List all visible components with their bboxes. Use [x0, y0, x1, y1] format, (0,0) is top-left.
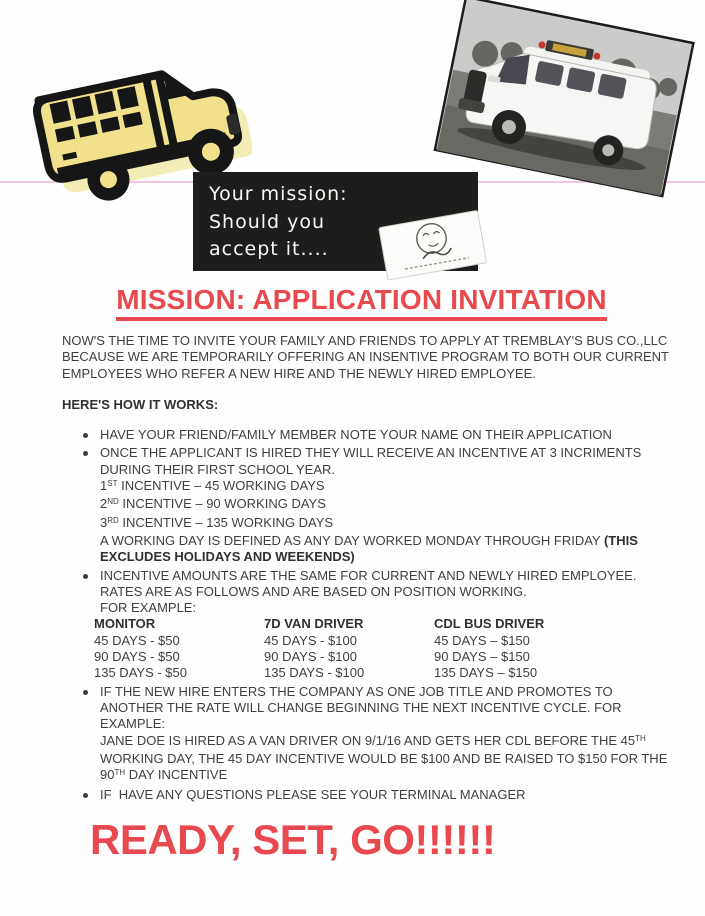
rate-cell: 135 DAYS - $100: [264, 665, 365, 681]
intro-line: NOW'S THE TIME TO INVITE YOUR FAMILY AND FRIENDS TO APPLY AT TREMBLAY'S BUS CO.,LLC: [62, 333, 668, 348]
bullet-line: INCENTIVE AMOUNTS ARE THE SAME FOR CURRENT AND NEWLY HIRED EMPLOYEE.: [100, 567, 637, 583]
mission-line: Should you: [209, 210, 326, 233]
intro-paragraph: [62, 333, 674, 382]
bullet-line: EXAMPLE:: [100, 716, 166, 732]
rate-column-van-driver: [264, 616, 434, 681]
bullet-line: FOR EXAMPLE:: [100, 600, 197, 616]
workday-definition-bold: EXCLUDES HOLIDAYS AND WEEKENDS): [100, 549, 355, 565]
bullet-line: IF THE NEW HIRE ENTERS THE COMPANY AS ONE JOB TITLE AND PROMOTES TO: [100, 683, 613, 699]
incentive-line: 3RD INCENTIVE – 135 WORKING DAYS: [100, 514, 334, 530]
rate-column-monitor: [94, 616, 264, 681]
intro-line: EMPLOYEES WHO REFER A NEW HIRE AND THE NEWLY HIRED EMPLOYEE.: [62, 365, 536, 381]
van-photo-image: [420, 0, 705, 200]
incentive-line: 1ST INCENTIVE – 45 WORKING DAYS: [100, 478, 325, 494]
list-item: [62, 787, 674, 803]
ready-set-go-text: READY, SET, GO!!!!!!: [90, 815, 496, 863]
example-line: WORKING DAY, THE 45 DAY INCENTIVE WOULD BE $100 AND BE RAISED TO $150 FOR THE: [100, 750, 668, 766]
bullet-line: ONCE THE APPLICANT IS HIRED THEY WILL RECEIVE AN INCENTIVE AT 3 INCRIMENTS: [100, 445, 642, 461]
bullet-line: ANOTHER THE RATE WILL CHANGE BEGINNING THE NEXT INCENTIVE CYCLE. FOR: [100, 699, 622, 715]
example-line: 90TH DAY INCENTIVE: [100, 767, 228, 783]
page-title: MISSION: APPLICATION INVITATION: [116, 284, 607, 321]
how-it-works-label: HERE'S HOW IT WORKS:: [62, 396, 219, 412]
column-header: MONITOR: [94, 616, 156, 632]
rate-cell: 90 DAYS – $150: [434, 649, 530, 665]
rate-cell: 45 DAYS - $50: [94, 632, 180, 648]
rate-table: [94, 616, 674, 681]
rate-column-cdl-driver: [434, 616, 544, 681]
list-item: [62, 568, 674, 682]
list-item: [62, 427, 674, 443]
bullet-text: [100, 684, 674, 786]
rate-cell: 45 DAYS - $100: [264, 632, 357, 648]
list-item: [62, 445, 674, 565]
bullet-dot: [83, 433, 88, 438]
rate-cell: 135 DAYS - $50: [94, 665, 187, 681]
flyer-body: [62, 333, 674, 863]
bullet-list: [62, 427, 674, 804]
bullet-line: DURING THEIR FIRST SCHOOL YEAR.: [100, 461, 336, 477]
column-header: CDL BUS DRIVER: [434, 616, 545, 632]
rate-cell: 90 DAYS - $100: [264, 649, 357, 665]
headline-row: [0, 284, 705, 321]
bullet-dot: [83, 574, 88, 579]
incentive-line: 2ND INCENTIVE – 90 WORKING DAYS: [100, 496, 326, 512]
bullet-line: RATES ARE AS FOLLOWS AND ARE BASED ON POSITION WORKING.: [100, 583, 527, 599]
bullet-text: [100, 445, 674, 565]
van-photo: [420, 0, 705, 200]
bullet-text: IF HAVE ANY QUESTIONS PLEASE SEE YOUR TERMINAL MANAGER: [100, 787, 526, 803]
bullet-dot: [83, 451, 88, 456]
column-header: 7D VAN DRIVER: [264, 616, 364, 632]
rate-cell: 135 DAYS – $150: [434, 665, 538, 681]
bullet-dot: [83, 793, 88, 798]
mission-line: Your mission:: [209, 183, 348, 205]
mission-line: accept it....: [209, 238, 329, 260]
bullet-dot: [83, 690, 88, 695]
rate-cell: 45 DAYS – $150: [434, 632, 530, 648]
workday-definition: A WORKING DAY IS DEFINED AS ANY DAY WORKED MONDAY THROUGH FRIDAY (THIS: [100, 532, 638, 548]
intro-line: BECAUSE WE ARE TEMPORARILY OFFERING AN INSENTIVE PROGRAM TO BOTH OUR CURRENT: [62, 349, 670, 365]
bullet-text: HAVE YOUR FRIEND/FAMILY MEMBER NOTE YOUR NAME ON THEIR APPLICATION: [100, 427, 612, 443]
example-line: JANE DOE IS HIRED AS A VAN DRIVER ON 9/1/16 AND GETS HER CDL BEFORE THE 45TH: [100, 732, 646, 748]
bullet-text: [94, 567, 674, 682]
mission-banner: [193, 172, 478, 271]
rate-cell: 90 DAYS - $50: [94, 649, 180, 665]
list-item: [62, 684, 674, 786]
